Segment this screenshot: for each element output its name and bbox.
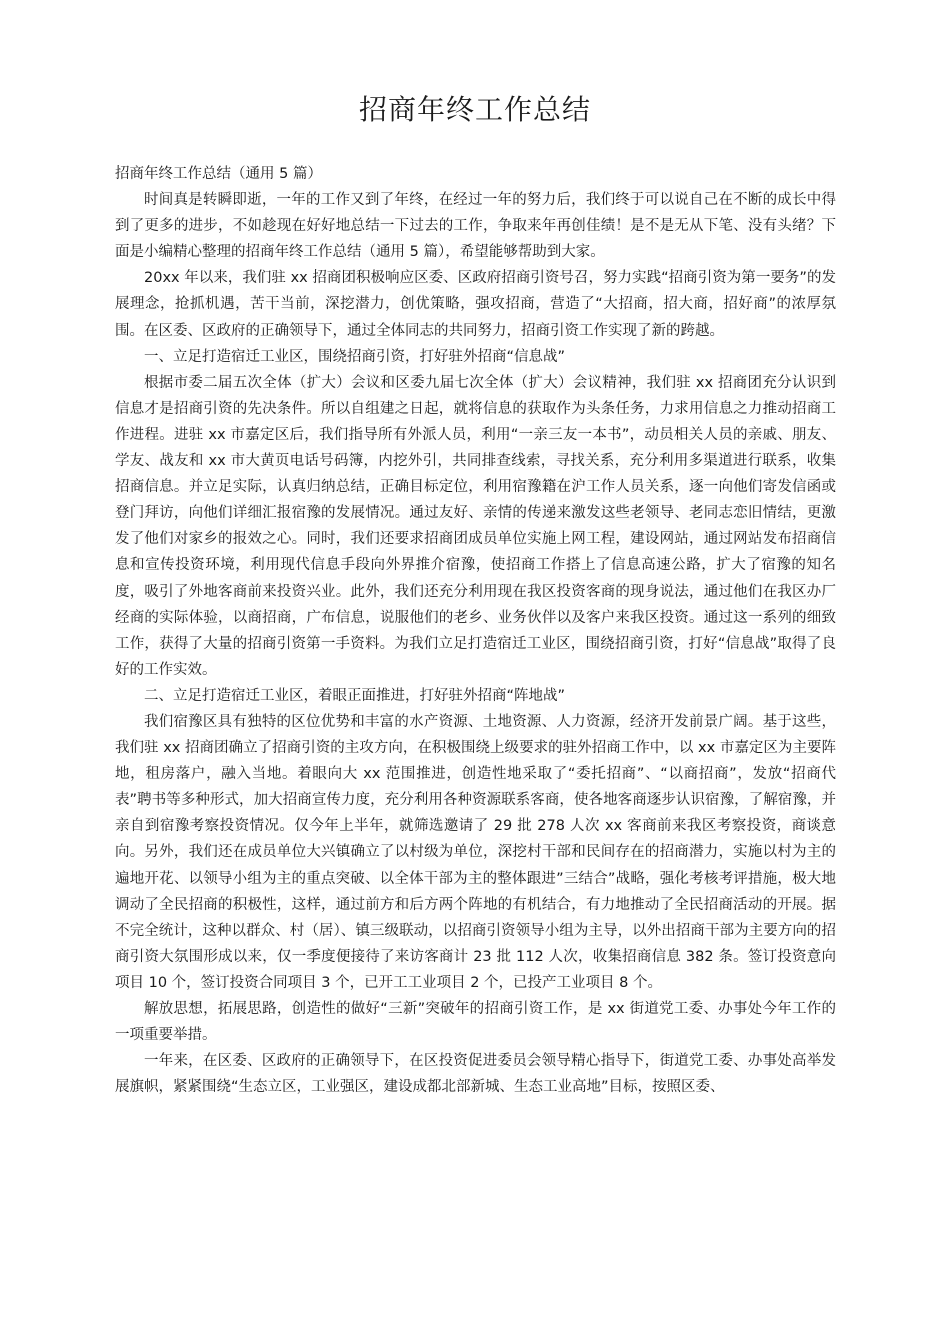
paragraph-section-1: 根据市委二届五次全体（扩大）会议和区委九届七次全体（扩大）会议精神，我们驻 xx 招商团充分认识到信息才是招商引资的先决条件。所以自组建之日起，就将信息的获取作为头条任务，力求用信息之力推动招商工作进程。进驻 xx 市嘉定区后，我们指导所有外派人员，利用“一亲三友一本书”，动员相关人员的亲戚、朋友、学友、战友和 xx 市大黄页电话号码簿，内挖外引，共同排查线索，寻找关系，充分利用多渠道进行联系，收集招商信息。并立足实际，认真归纳总结，正确目标定位，利用宿豫籍在沪工作人员关系，逐一向他们寄发信函或登门拜访，向他们详细汇报宿豫的发展情况。通过友好、亲情的传递来激发这些老领导、老同志恋旧情结，更激发了他们对家乡的报效之心。同时，我们还要求招商团成员单位实施上网工程，建设网站，通过网站发布招商信息和宣传投资环境，利用现代信息手段向外界推介宿豫，使招商工作搭上了信息高速公路，扩大了宿豫的知名度，吸引了外地客商前来投资兴业。此外，我们还充分利用现在我区投资客商的现身说法，通过他们在我区办厂经商的实际体验，以商招商，广布信息，说服他们的老乡、业务伙伴以及客户来我区投资。通过这一系列的细致工作，获得了大量的招商引资第一手资料。为我们立足打造宿迁工业区，围绕招商引资，打好“信息战”取得了良好的工作实效。 <box>115 374 836 678</box>
document-body <box>115 161 836 1100</box>
paragraph-intro: 时间真是转瞬即逝，一年的工作又到了年终，在经过一年的努力后，我们终于可以说自己在不断的成长中得到了更多的进步，不如趁现在好好地总结一下过去的工作，争取来年再创佳绩！是不是无从下笔、没有头绪？下面是小编精心整理的招商年终工作总结（通用 5 篇），希望能够帮助到大家。 <box>115 192 836 261</box>
section-heading-2: 二、立足打造宿迁工业区，着眼正面推进，打好驻外招商“阵地战” <box>144 687 566 704</box>
paragraph-year-review: 一年来，在区委、区政府的正确领导下，在区投资促进委员会领导精心指导下，街道党工委、办事处高举发展旗帜，紧紧围绕“生态立区，工业强区，建设成都北部新城、生态工业高地”目标，按照区委、 <box>115 1053 836 1096</box>
paragraph-liberation: 解放思想，拓展思路，创造性的做好“三新”突破年的招商引资工作，是 xx 街道党工委、办事处今年工作的一项重要举措。 <box>115 1001 836 1044</box>
section-heading-1: 一、立足打造宿迁工业区，围绕招商引资，打好驻外招商“信息战” <box>144 348 566 365</box>
document-title: 招商年终工作总结 <box>358 93 591 126</box>
paragraph-section-2: 我们宿豫区具有独特的区位优势和丰富的水产资源、土地资源、人力资源，经济开发前景广阔。基于这些，我们驻 xx 招商团确立了招商引资的主攻方向，在积极围绕上级要求的驻外招商工作中，以 xx 市嘉定区为主要阵地，租房落户，融入当地。着眼向大 xx 范围推进，创造性地采取了“委托招商”、“以商招商”，发放“招商代表”聘书等多种形式，加大招商宣传力度，充分利用各种资源联系客商，使各地客商逐步认识宿豫，了解宿豫，并亲自到宿豫考察投资情况。仅今年上半年，就筛选邀请了 29 批 278 人次 xx 客商前来我区考察投资，商谈意向。另外，我们还在成员单位大兴镇确立了以村级为单位，深挖村干部和民间存在的招商潜力，实施以村为主的遍地开花、以领导小组为主的重点突破、以全体干部为主的整体跟进”三结合”战略，强化考核考评措施，极大地调动了全民招商的积极性，这样，通过前方和后方两个阵地的有机结合，有力地推动了全民招商活动的开展。据不完全统计，这种以群众、村（居）、镇三级联动，以招商引资领导小组为主导，以外出招商干部为主要方向的招商引资大氛围形成以来，仅一季度便接待了来访客商计 23 批 112 人次，收集招商信息 382 条。签订投资意向项目 10 个，签订投资合同项目 3 个，已开工工业项目 2 个，已投产工业项目 8 个。 <box>115 713 836 991</box>
document-subtitle: 招商年终工作总结（通用 5 篇） <box>115 166 322 182</box>
paragraph-overview: 20xx 年以来，我们驻 xx 招商团积极响应区委、区政府招商引资号召，努力实践“招商引资为第一要务”的发展理念，抢抓机遇，苦干当前，深挖潜力，创优策略，强攻招商，营造了“大招商，招大商，招好商”的浓厚氛围。在区委、区政府的正确领导下，通过全体同志的共同努力，招商引资工作实现了新的跨越。 <box>115 270 836 339</box>
